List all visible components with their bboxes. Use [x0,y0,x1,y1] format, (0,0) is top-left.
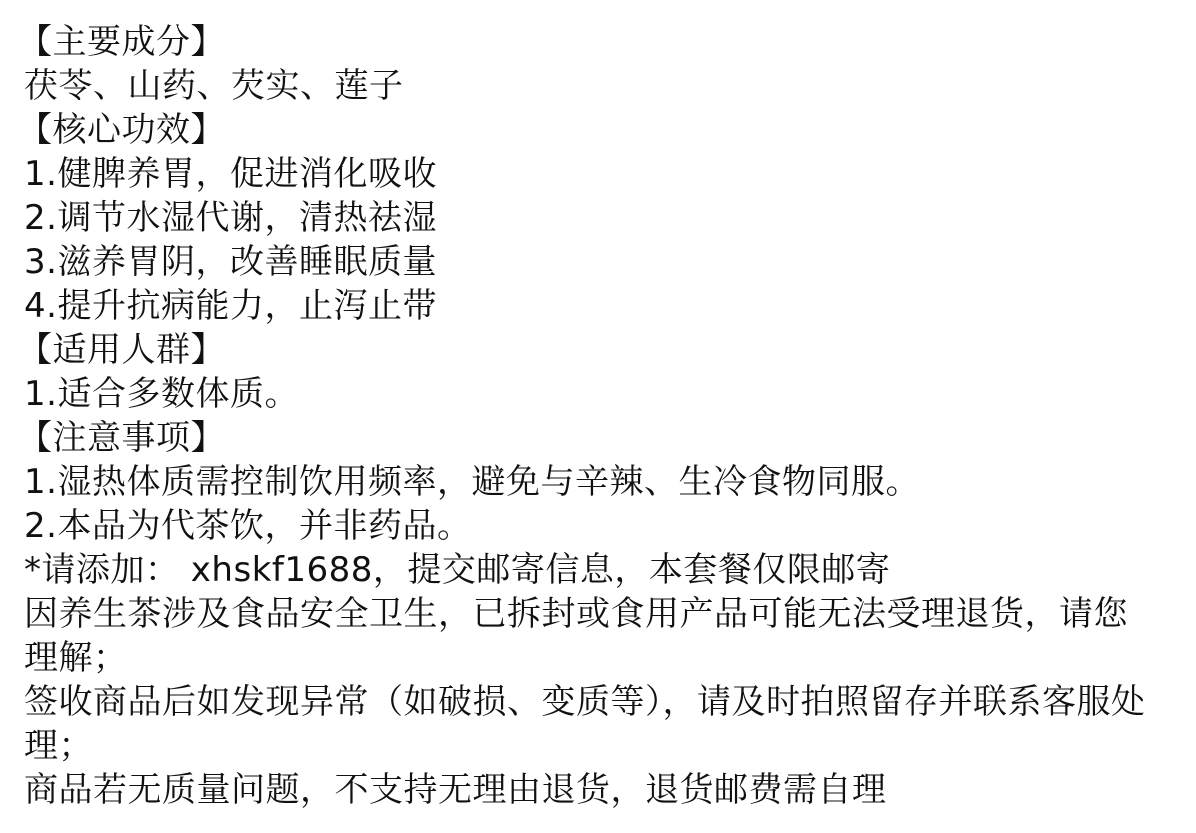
notes-heading: 【注意事项】 [18,418,225,458]
ingredients-text: 茯苓、山药、芡实、莲子 [24,66,404,106]
effect-item: 3.滋养胃阴，改善睡眠质量 [24,242,437,282]
inspection-policy-paragraph: 签收商品后如发现异常（如破损、变质等），请及时拍照留存并联系客服处理； [24,682,1146,766]
no-reason-return-paragraph: 商品若无质量问题，不支持无理由退货，退货邮费需自理 [24,770,887,810]
effect-item: 2.调节水湿代谢，清热祛湿 [24,198,437,238]
note-item: 1.湿热体质需控制饮用频率，避免与辛辣、生冷食物同服。 [24,462,920,502]
audience-item: 1.适合多数体质。 [24,374,299,414]
return-policy-paragraph: 因养生茶涉及食品安全卫生，已拆封或食用产品可能无法受理退货，请您理解； [24,594,1128,678]
effects-heading: 【核心功效】 [18,110,225,150]
product-info-document [18,20,1184,812]
audience-heading: 【适用人群】 [18,330,225,370]
ingredients-heading: 【主要成分】 [18,22,225,62]
effect-item: 4.提升抗病能力，止泻止带 [24,286,437,326]
contact-note: *请添加： xhskf1688，提交邮寄信息，本套餐仅限邮寄 [24,550,891,590]
effect-item: 1.健脾养胃，促进消化吸收 [24,154,437,194]
note-item: 2.本品为代茶饮，并非药品。 [24,506,472,546]
